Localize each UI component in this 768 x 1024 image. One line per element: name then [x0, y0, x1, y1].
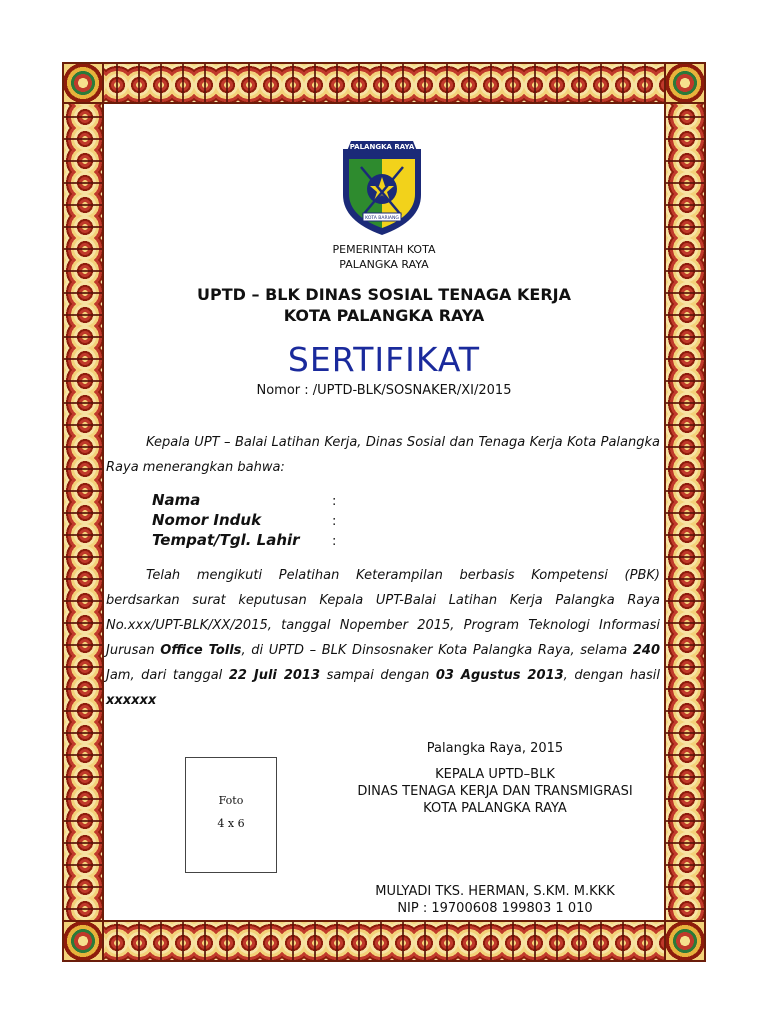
emblem-ribbon-text: KOTA BARIANG	[365, 216, 399, 221]
start-date: 22 Juli 2013	[228, 668, 321, 683]
body-text-3: Jam, dari tanggal	[106, 668, 229, 683]
program-name: Office Tolls	[160, 643, 242, 658]
signature-role-2: DINAS TENAGA KERJA DAN TRANSMIGRASI	[357, 784, 633, 799]
body-text-4: sampai dengan	[320, 668, 436, 683]
field-label-tempat-tgl-lahir: Tempat/Tgl. Lahir	[152, 531, 300, 549]
corner-ornament-top-left	[62, 62, 104, 104]
border-right	[664, 62, 706, 962]
government-line-1: PEMERINTAH KOTA	[332, 243, 436, 256]
photo-size: 4 x 6	[217, 817, 245, 830]
photo-label: Foto	[218, 794, 244, 807]
border-left	[62, 62, 104, 962]
signature-place-date: Palangka Raya, 2015	[426, 741, 564, 756]
certificate-title: SERTIFIKAT	[287, 340, 481, 379]
signatory-nip: NIP : 19700608 199803 1 010	[397, 901, 593, 916]
intro-paragraph	[106, 430, 660, 480]
field-colon-nomor-induk: :	[332, 514, 337, 529]
body-text-5: , dengan hasil	[563, 668, 661, 683]
photo-placeholder	[185, 757, 277, 873]
emblem-banner-text: PALANGKA RAYA	[349, 143, 415, 151]
body-paragraph	[106, 563, 660, 713]
certificate-number: Nomor : /UPTD-BLK/SOSNAKER/XI/2015	[256, 383, 512, 398]
organization-line-2: KOTA PALANGKA RAYA	[283, 306, 485, 325]
signature-role-1: KEPALA UPTD–BLK	[435, 767, 555, 782]
body-text-1: Telah mengikuti Pelatihan Keterampilan berbasis Kompetensi (PBK) berdsarkan surat keputusan Kepala UPT-Balai Latihan Kerja Palangka Raya No.xxx/UPT-BLK/XX/2015, tanggal Nopember 2015, Program Teknologi Informasi Jurusan	[106, 568, 660, 658]
corner-ornament-bottom-right	[664, 920, 706, 962]
end-date: 03 Agustus 2013	[435, 668, 564, 683]
corner-ornament-bottom-left	[62, 920, 104, 962]
city-emblem-logo	[337, 137, 427, 237]
signatory-name: MULYADI TKS. HERMAN, S.KM. M.KKK	[375, 884, 615, 899]
field-label-nomor-induk: Nomor Induk	[152, 511, 262, 529]
organization-line-1: UPTD – BLK DINAS SOSIAL TENAGA KERJA	[197, 285, 571, 304]
government-line-2: PALANGKA RAYA	[339, 258, 429, 271]
body-text-2: , di UPTD – BLK Dinsosnaker Kota Palangka Raya, selama	[241, 643, 633, 658]
result-value: xxxxxx	[106, 693, 157, 708]
field-label-nama: Nama	[152, 491, 201, 509]
border-top	[62, 62, 706, 104]
signature-role-3: KOTA PALANGKA RAYA	[423, 801, 567, 816]
intro-text: Kepala UPT – Balai Latihan Kerja, Dinas Sosial dan Tenaga Kerja Kota Palangka Raya menerangkan bahwa:	[106, 435, 660, 475]
field-colon-nama: :	[332, 494, 337, 509]
corner-ornament-top-right	[664, 62, 706, 104]
border-bottom	[62, 920, 706, 962]
field-colon-tempat-tgl-lahir: :	[332, 534, 337, 549]
training-hours: 240	[632, 643, 660, 658]
